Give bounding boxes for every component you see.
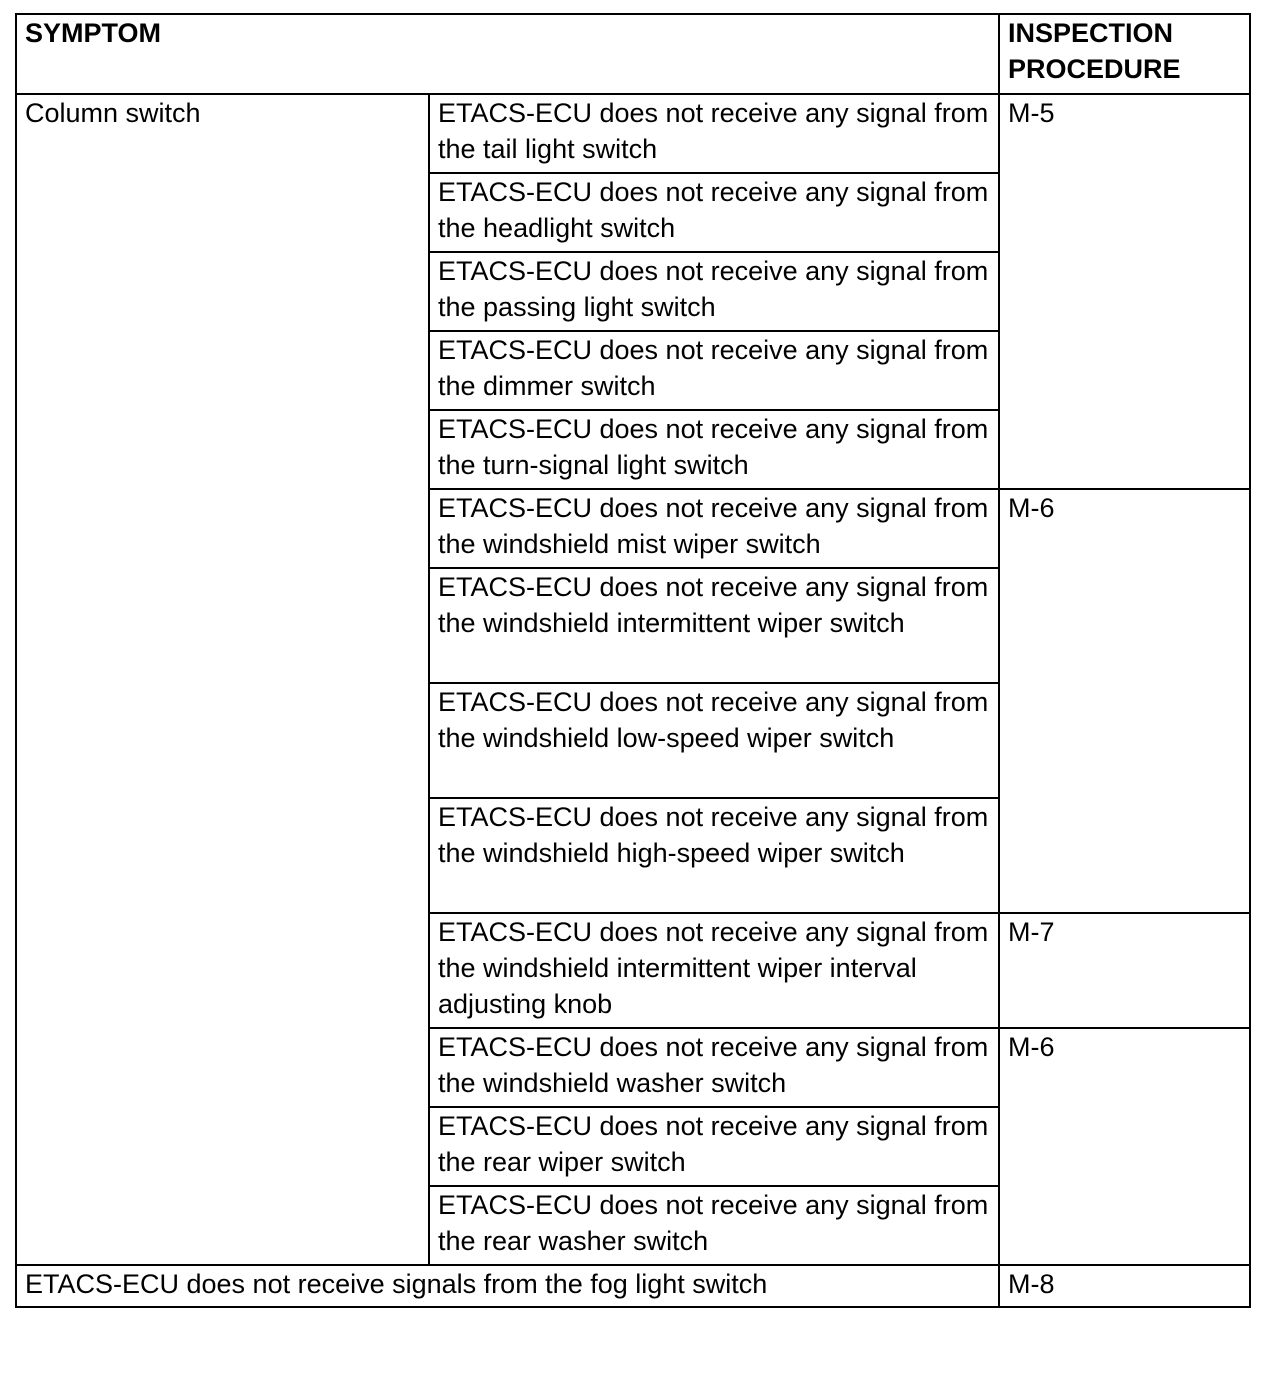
symptom-cell: ETACS-ECU does not receive any signal from the headlight switch <box>429 173 999 252</box>
symptom-cell: ETACS-ECU does not receive any signal from the windshield intermittent wiper interval adjusting knob <box>429 913 999 1028</box>
symptom-cell: ETACS-ECU does not receive any signal from the windshield washer switch <box>429 1028 999 1107</box>
procedure-cell: M-5 <box>999 94 1250 489</box>
symptom-cell: ETACS-ECU does not receive any signal from the windshield low-speed wiper switch <box>429 683 999 798</box>
symptom-cell: ETACS-ECU does not receive any signal from the rear washer switch <box>429 1186 999 1265</box>
procedure-cell: M-6 <box>999 1028 1250 1265</box>
fog-light-symptom-cell: ETACS-ECU does not receive signals from the fog light switch <box>16 1265 999 1307</box>
column-switch-cell: Column switch <box>16 94 429 1265</box>
table-header-row <box>16 14 1250 94</box>
symptom-cell: ETACS-ECU does not receive any signal from the dimmer switch <box>429 331 999 410</box>
header-symptom: SYMPTOM <box>16 14 999 94</box>
table-row-fog-light <box>16 1265 1250 1307</box>
symptom-cell: ETACS-ECU does not receive any signal from the rear wiper switch <box>429 1107 999 1186</box>
symptom-cell: ETACS-ECU does not receive any signal from the turn-signal light switch <box>429 410 999 489</box>
procedure-cell: M-8 <box>999 1265 1250 1307</box>
procedure-cell: M-7 <box>999 913 1250 1028</box>
symptom-cell: ETACS-ECU does not receive any signal from the windshield mist wiper switch <box>429 489 999 568</box>
symptom-cell: ETACS-ECU does not receive any signal from the windshield intermittent wiper switch <box>429 568 999 683</box>
header-inspection-procedure: INSPECTION PROCEDURE <box>999 14 1250 94</box>
symptom-cell: ETACS-ECU does not receive any signal from the tail light switch <box>429 94 999 173</box>
symptom-cell: ETACS-ECU does not receive any signal from the passing light switch <box>429 252 999 331</box>
symptom-cell: ETACS-ECU does not receive any signal from the windshield high-speed wiper switch <box>429 798 999 913</box>
symptom-table <box>15 13 1251 1308</box>
table-row <box>16 94 1250 173</box>
procedure-cell: M-6 <box>999 489 1250 913</box>
